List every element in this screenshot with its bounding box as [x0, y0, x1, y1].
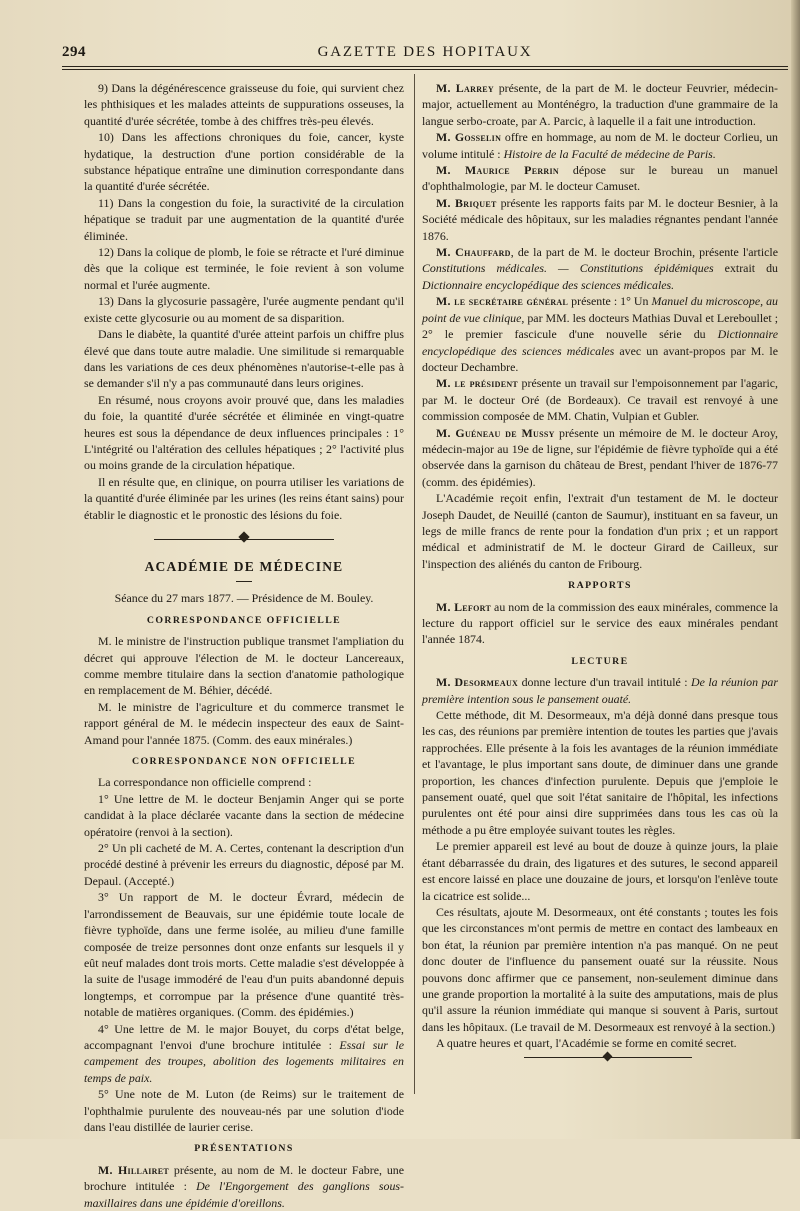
speaker-name: M. Lefort — [436, 599, 492, 614]
presentation-larrey: M. Larrey présente, de la part de M. le docteur Feuvrier, médecin-major, actuellement au Monténégro, la traduction d'une grammaire de la langue serbo-croate, par A. Parcic, à laquelle il a fait une introduction. — [422, 81, 778, 128]
academy-heading: ACADÉMIE DE MÉDECINE — [144, 558, 344, 574]
header-rule-top — [62, 66, 788, 67]
heading-correspondance-non-officielle: CORRESPONDANCE NON OFFICIELLE — [131, 756, 357, 768]
corr-nonoff-item-2: 2° Un pli cacheté de M. A. Certes, contenant la description d'un procédé destiné à prévenir les erreurs du diagnostic, déposé par M. Depaul. (Accepté.) — [84, 841, 404, 888]
presentation-chauffard: M. Chauffard, de la part de M. le docteur Brochin, présente l'article Constitutions médicales. — Constitutions épidémiques extrait du Dictionnaire encyclopédique des sciences médicales. — [422, 245, 778, 292]
brochure-title: Essai sur le campement des troupes, abolition des logements militaires en temps de paix. — [84, 1037, 404, 1085]
left-column — [84, 80, 404, 1211]
corr-nonoff-intro: La correspondance non officielle comprend : — [98, 775, 312, 790]
presentation-briquet: M. Briquet présente les rapports faits par M. le docteur Besnier, à la Société médicale des hôpitaux, sur les maladies régnantes pendant l'année 1876. — [422, 195, 778, 243]
speaker-name: M. Gosselin — [436, 130, 502, 145]
heading-rapports: RAPPORTS — [568, 580, 632, 592]
presentation-hillairet: M. Hillairet présente, au nom de M. le docteur Fabre, une brochure intitulée : De l'Engorgement des ganglions sous-maxillaires dans une épidémie d'oreillons. — [84, 1162, 404, 1210]
short-dash — [236, 581, 252, 582]
paragraph-10: 10) Dans les affections chroniques du foie, cancer, kyste hydatique, la destruction d'une portion considérable de la substance hépatique entraîne une diminution correspondante dans la quantité d'urée sécrétée. — [84, 130, 404, 194]
seance-line: Séance du 27 mars 1877. — Présidence de M. Bouley. — [114, 591, 374, 606]
paragraph-diabete: Dans le diabète, la quantité d'urée atteint parfois un chiffre plus élevé que dans toute autre maladie. Une similitude si remarquable dans les variations de ces deux phénomènes n'autorise-t-elle pas à se demander s'il n'y a pas communauté dans leurs origines. — [84, 327, 404, 391]
work-title: De la réunion par première intention sous le pansement ouaté. — [422, 675, 778, 706]
corr-off-item-1: M. le ministre de l'instruction publique transmet l'ampliation du décret qui approuve l'élection de M. le docteur Lancereaux, comme membre titulaire dans la section d'anatomie pathologique en remplacement de M. Béhier, décédé. — [84, 634, 404, 698]
speaker-name: M. Hillairet — [98, 1162, 170, 1177]
presentation-perrin: M. Maurice Perrin dépose sur le bureau un manuel d'ophthalmologie, par M. le docteur Camuset. — [422, 163, 778, 194]
rapport-lefort: M. Lefort au nom de la commission des eaux minérales, commence la lecture du rapport officiel sur le service des eaux minérales pendant l'année 1874. — [422, 599, 779, 647]
heading-correspondance-officielle: CORRESPONDANCE OFFICIELLE — [146, 614, 342, 626]
paragraph-12: 12) Dans la colique de plomb, le foie se rétracte et l'uré diminue dès que la colique est terminée, le foie revient à son volume normal et l'urée augmente. — [84, 245, 404, 292]
speaker-name: M. Larrey — [436, 81, 494, 95]
page-edge-shadow — [791, 0, 800, 1139]
section-divider — [84, 523, 404, 555]
paragraph-testament: L'Académie reçoit enfin, l'extrait d'un testament de M. le docteur Joseph Daudet, de Neuillé (canton de Saumur), instituant en sa faveur, un legs de mille francs de rente pour la fondation d'un prix ; et un rapport médical et administratif de M. le docteur Girard de Cailleux, sur l'inspection des aliénés du canton de Fribourg. — [422, 491, 778, 571]
column-divider — [414, 74, 415, 1094]
presentation-gosselin: M. Gosselin offre en hommage, au nom de M. le docteur Corlieu, un volume intitulé : Histoire de la Faculté de médecine de Paris. — [422, 130, 778, 161]
speaker-name: M. le secrétaire général — [436, 294, 569, 309]
header-rule-bottom — [62, 69, 788, 70]
lecture-desormeaux: M. Desormeaux donne lecture d'un travail intitulé : De la réunion par première intention sous le pansement ouaté. — [422, 675, 778, 706]
paragraph-comite: A quatre heures et quart, l'Académie se forme en comité secret. — [436, 1036, 737, 1051]
corr-nonoff-item-3: 3° Un rapport de M. le docteur Évrard, médecin de l'arrondissement de Beauvais, sur une épidémie toute locale de fièvre typhoïde, dans une ferme isolée, au milieu d'une famille composée de treize personnes dont onze enfants sur lesquels il y eût neuf malades dont trois morts. Cette maladie s'est développée à la suite de l'usage immodéré de l'eau d'un puits abandonné depuis longtemps, et corrompue par la présence d'une quantité très-notable de matières organiques. (Comm. des épidémies.) — [84, 890, 404, 1020]
corr-nonoff-item-5: 5° Une note de M. Luton (de Reims) sur le traitement de l'ophthalmie purulente des nouveau-nés par une solution d'iode dans l'eau distillée de laurier cerise. — [84, 1087, 404, 1134]
corr-nonoff-item-1: 1° Une lettre de M. le docteur Benjamin Anger qui se porte candidat à la place déclarée vacante dans la section de médecine opératoire (renvoi à la section). — [84, 791, 404, 839]
presentation-gueneau: M. Guéneau de Mussy présente un mémoire de M. le docteur Aroy, médecin-major au 19e de ligne, sur l'épidémie de fièvre typhoïde qui a été observée dans la garnison du château de Brest, pendant l'hiver de 1876-77 (comm. des épidémies). — [422, 425, 778, 489]
right-column — [422, 80, 778, 1052]
speaker-name: M. Briquet — [436, 195, 497, 210]
running-title: GAZETTE DES HOPITAUX — [317, 44, 533, 60]
paragraph-9: 9) Dans la dégénérescence graisseuse du foie, qui survient chez les phthisiques et les malades atteints de suppurations osseuses, la quantité d'urée sécrétée, tombe à des chiffres très-peu élevés. — [84, 81, 404, 128]
paragraph-13: 13) Dans la glycosurie passagère, l'urée augmente pendant qu'il existe cette glycosurie ou au moment de sa disparition. — [84, 294, 404, 325]
presentation-secretaire: M. le secrétaire général présente : 1° Un Manuel du microscope, au point de vue clinique, par MM. les docteurs Mathias Duval et Lereboullet ; 2° le premier fascicule d'une nouvelle série du Dictionnaire encyclopédique des sciences médicales avec un avant-propos par M. le docteur Dechambre. — [422, 294, 778, 374]
paragraph-methode: Cette méthode, dit M. Desormeaux, m'a déjà donné dans presque tous les cas, des réunions par première intention de toutes les parties que j'avais rapprochées. Elle présente à la fois les avantages de la réunion immédiate et l'avantage, le plus important sans doute, de diminuer dans une grande proportion, les chances d'infection purulente. Depuis que j'emploie le pansement ouaté, quel que soit l'état sanitaire de l'hôpital, les infections purulentes ont été pour ainsi dire supprimées dans tous les cas où la méthode a pu être employée suivant toutes les règles. — [422, 708, 778, 837]
heading-presentations: PRÉSENTATIONS — [194, 1143, 294, 1155]
speaker-name: M. Maurice Perrin — [436, 163, 559, 178]
paragraph-resultats: Ces résultats, ajoute M. Desormeaux, ont été constants ; toutes les fois que les circonstances m'ont permis de mettre en contact des lambeaux en bon état, la réunion par première intention n'a pas manqué. On ne peut donc douter de l'influence du pansement ouaté sur la réussite. Nous pouvons donc affirmer que ce pansement, non-seulement diminue dans une grande proportion la mortalité à la suite des amputations, mais de plus qu'il assure la réunion immédiate qui manque si souvent à Paris, surtout dans les hôpitaux. (Le travail de M. Desormeaux est renvoyé à la section.) — [422, 904, 778, 1034]
work-title: De l'Engorgement des ganglions sous-maxillaires dans une épidémie d'oreillons. — [84, 1179, 404, 1210]
paragraph-appareil: Le premier appareil est levé au bout de douze à quinze jours, la plaie étant débarrassée du drain, des ligatures et des sutures, le second appareil est encore laissé en place une douzaine de jours, et lorsqu'on l'enlève toute la cicatrice est solide... — [422, 839, 778, 903]
page-header — [62, 44, 788, 64]
speaker-name: M. le président — [436, 376, 519, 391]
corr-nonoff-item-4: 4° Une lettre de M. le major Bouyet, du corps d'état belge, accompagnant l'envoi d'une brochure intitulée : Essai sur le campement des troupes, abolition des logements militaires en temps de paix. — [84, 1021, 404, 1085]
paragraph-resume: En résumé, nous croyons avoir prouvé que, dans les maladies du foie, la quantité d'urée sécrétée et éliminée en vingt-quatre heures est sous la dépendance de deux influences principales : 1° L'intégrité ou l'altération des cellules hépatiques ; 2° l'activité plus ou moins grande de la circulation hépatique. — [84, 392, 404, 473]
paragraph-conclusion: Il en résulte que, en clinique, on pourra utiliser les variations de la quantité d'urée éliminée par les urines (les reins étant sains) pour établir le diagnostic et le pronostic des lésions du foie. — [84, 474, 404, 522]
corr-off-item-2: M. le ministre de l'agriculture et du commerce transmet le rapport général de M. le médecin inspecteur des eaux de Saint-Amand pour l'année 1875. (Comm. des eaux minérales.) — [84, 699, 404, 747]
heading-lecture: LECTURE — [571, 655, 629, 667]
paragraph-11: 11) Dans la congestion du foie, la suractivité de la circulation hépatique se traduit par une augmentation de la quantité d'urée éliminée. — [84, 195, 404, 243]
page-number: 294 — [62, 44, 86, 60]
speaker-name: M. Guéneau de Mussy — [436, 425, 555, 440]
work-title: Histoire de la Faculté de médecine de Paris. — [503, 146, 716, 161]
presentation-president: M. le président présente un travail sur l'empoisonnement par l'agaric, par M. le docteur Oré (de Bordeaux). Ce travail est renvoyé à une commission composée de MM. Chatin, Vulpian et Gubler. — [422, 376, 778, 424]
speaker-name: M. Desormeaux — [436, 675, 519, 690]
speaker-name: M. Chauffard — [436, 245, 511, 260]
